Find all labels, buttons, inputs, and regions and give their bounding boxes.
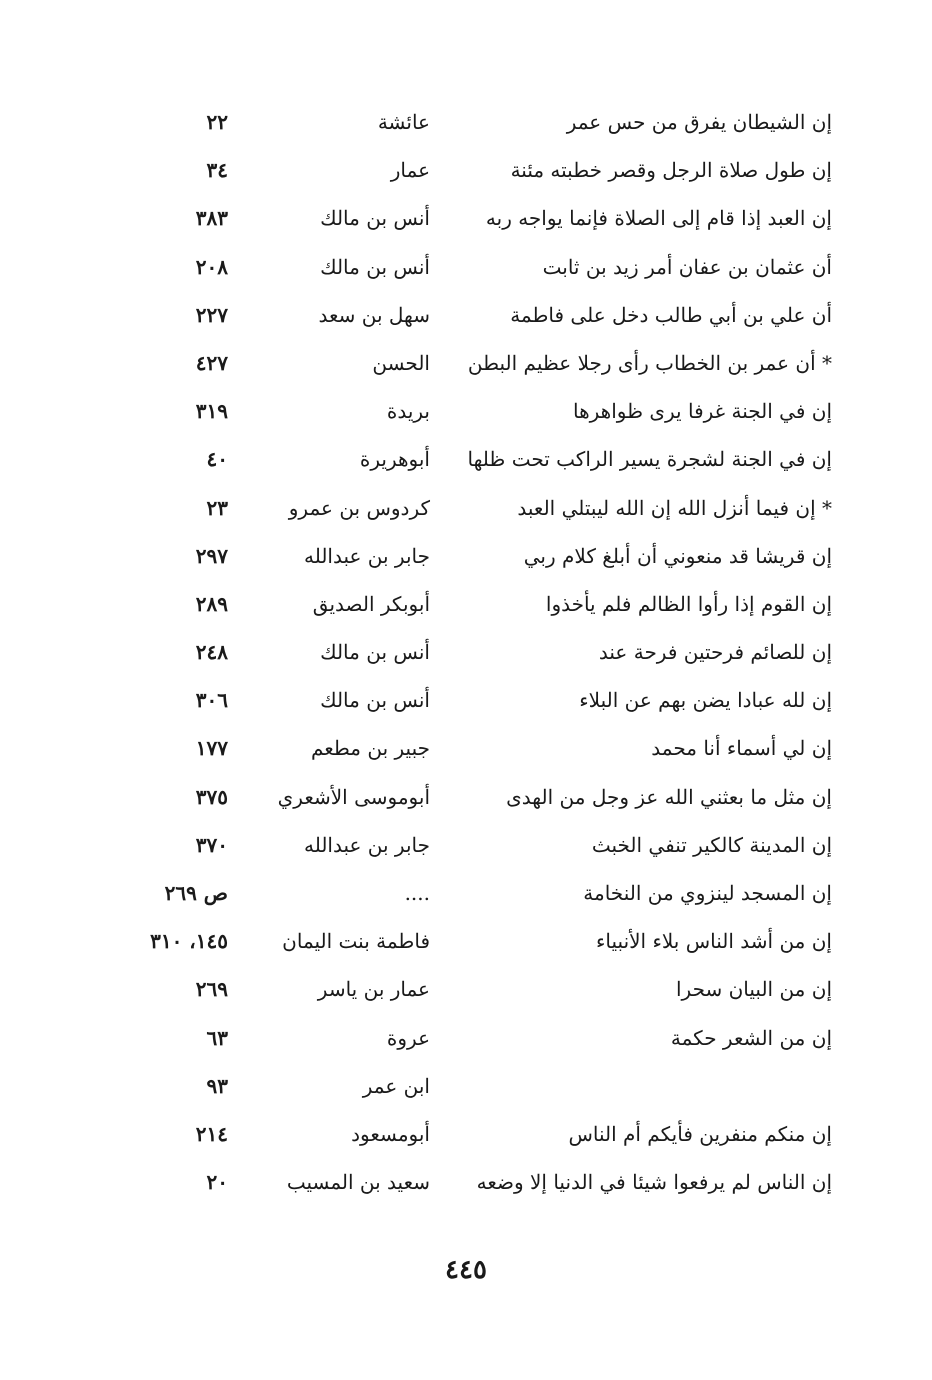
page-reference: ٢٠	[206, 1170, 228, 1195]
page-reference: ٢٢٧	[195, 302, 228, 327]
narrator-name: أبوهريرة	[359, 447, 430, 472]
page-reference: ٢٨٩	[195, 591, 228, 616]
page-reference: ١٧٧	[195, 736, 228, 761]
index-row	[0, 152, 932, 200]
index-row	[0, 827, 932, 875]
hadith-text: إن مثل ما بعثني الله عز وجل من الهدى	[506, 784, 832, 809]
narrator-name: أنس بن مالك	[320, 688, 430, 713]
index-row	[0, 634, 932, 682]
hadith-text: إن لله عبادا يضن بهم عن البلاء	[579, 688, 832, 713]
page-reference: ٣١٩	[195, 399, 228, 424]
index-row	[0, 1068, 932, 1116]
hadith-text: إن العبد إذا قام إلى الصلاة فإنما يواجه ربه	[485, 206, 832, 231]
narrator-name: فاطمة بنت اليمان	[282, 929, 430, 954]
index-row	[0, 538, 932, 586]
hadith-text: إن من البيان سحرا	[675, 977, 832, 1002]
hadith-text: إن قريشا قد منعوني أن أبلغ كلام ربي	[523, 543, 832, 568]
index-row	[0, 1116, 932, 1164]
index-row	[0, 249, 932, 297]
narrator-name: الحسن	[372, 350, 430, 375]
page-reference: ٩٣	[206, 1073, 228, 1098]
narrator-name: عمار بن ياسر	[317, 977, 430, 1002]
hadith-index-list	[0, 104, 932, 1212]
index-row	[0, 1020, 932, 1068]
index-row	[0, 1164, 932, 1212]
narrator-name: عروة	[386, 1025, 430, 1050]
hadith-text: إن القوم إذا رأوا الظالم فلم يأخذوا	[545, 591, 832, 616]
narrator-name: جابر بن عبدالله	[303, 543, 430, 568]
narrator-name: سهل بن سعد	[318, 302, 430, 327]
hadith-text: أن علي بن أبي طالب دخل على فاطمة	[510, 302, 832, 327]
index-row	[0, 104, 932, 152]
narrator-name: كردوس بن عمرو	[288, 495, 430, 520]
narrator-name: جبير بن مطعم	[310, 736, 430, 761]
narrator-name: ....	[404, 881, 430, 905]
index-row	[0, 297, 932, 345]
index-row	[0, 875, 932, 923]
hadith-text: إن لي أسماء أنا محمد	[651, 736, 832, 761]
index-row	[0, 682, 932, 730]
page-reference: ٣٤	[206, 158, 228, 183]
index-row	[0, 779, 932, 827]
page-reference: ص ٢٦٩	[164, 881, 228, 905]
narrator-name: أنس بن مالك	[320, 206, 430, 231]
hadith-text: إن طول صلاة الرجل وقصر خطبته مئنة	[510, 158, 832, 183]
page-reference: ٤٠	[206, 447, 228, 472]
index-row	[0, 586, 932, 634]
page-reference: ٢٤٨	[195, 640, 228, 665]
narrator-name: سعيد بن المسيب	[286, 1170, 430, 1195]
index-row	[0, 971, 932, 1019]
hadith-text: إن من أشد الناس بلاء الأنبياء	[596, 929, 832, 954]
page-reference: ٣٧٥	[195, 784, 228, 809]
narrator-name: ابن عمر	[362, 1073, 430, 1098]
narrator-name: عائشة	[377, 110, 430, 134]
hadith-text: إن للصائم فرحتين فرحة عند	[598, 640, 832, 665]
page-reference: ٣٧٠	[195, 832, 228, 857]
hadith-text: إن الناس لم يرفعوا شيئا في الدنيا إلا وضعه	[476, 1170, 832, 1195]
page-reference: ٢٠٨	[195, 254, 228, 279]
hadith-text: إن الشيطان يفرق من حس عمر	[566, 110, 832, 134]
page-reference: ٢٦٩	[195, 977, 228, 1002]
hadith-text: إن في الجنة لشجرة يسير الراكب تحت ظلها	[467, 447, 832, 472]
hadith-text: إن المدينة كالكير تنفي الخبث	[591, 832, 832, 857]
hadith-text: أن عثمان بن عفان أمر زيد بن ثابت	[542, 254, 832, 279]
hadith-text: إن من الشعر حكمة	[670, 1025, 832, 1050]
hadith-text: إن المسجد لينزوي من النخامة	[583, 881, 832, 905]
narrator-name: أبومسعود	[351, 1121, 430, 1146]
index-row	[0, 441, 932, 489]
narrator-name: عمار	[390, 158, 430, 183]
page-reference: ٢٩٧	[195, 543, 228, 568]
index-row	[0, 490, 932, 538]
page-reference: ٣٨٣	[195, 206, 228, 231]
index-row	[0, 200, 932, 248]
narrator-name: بريدة	[386, 399, 430, 424]
narrator-name: أبوموسى الأشعري	[277, 784, 430, 809]
index-row	[0, 923, 932, 971]
hadith-text: إن منكم منفرين فأيكم أم الناس	[568, 1121, 832, 1146]
page-number: ٤٤٥	[445, 1255, 487, 1285]
page-reference: ٦٣	[206, 1025, 228, 1050]
page-reference: ٣٠٦	[195, 688, 228, 713]
hadith-text: إن في الجنة غرفا يرى ظواهرها	[572, 399, 832, 424]
index-row	[0, 393, 932, 441]
page-reference: ٤٢٧	[195, 350, 228, 375]
narrator-name: أبوبكر الصديق	[312, 591, 430, 616]
hadith-text: * أن عمر بن الخطاب رأى رجلا عظيم البطن	[467, 350, 832, 375]
page-reference: ٢٣	[206, 495, 228, 520]
narrator-name: أنس بن مالك	[320, 254, 430, 279]
narrator-name: أنس بن مالك	[320, 640, 430, 665]
index-row	[0, 345, 932, 393]
page-reference: ٢١٤	[195, 1121, 228, 1146]
page-reference: ١٤٥، ٣١٠	[150, 929, 228, 954]
hadith-text: * إن فيما أنزل الله إن الله ليبتلي العبد	[517, 495, 832, 520]
narrator-name: جابر بن عبدالله	[303, 832, 430, 857]
index-row	[0, 730, 932, 778]
page-reference: ٢٢	[206, 110, 228, 134]
